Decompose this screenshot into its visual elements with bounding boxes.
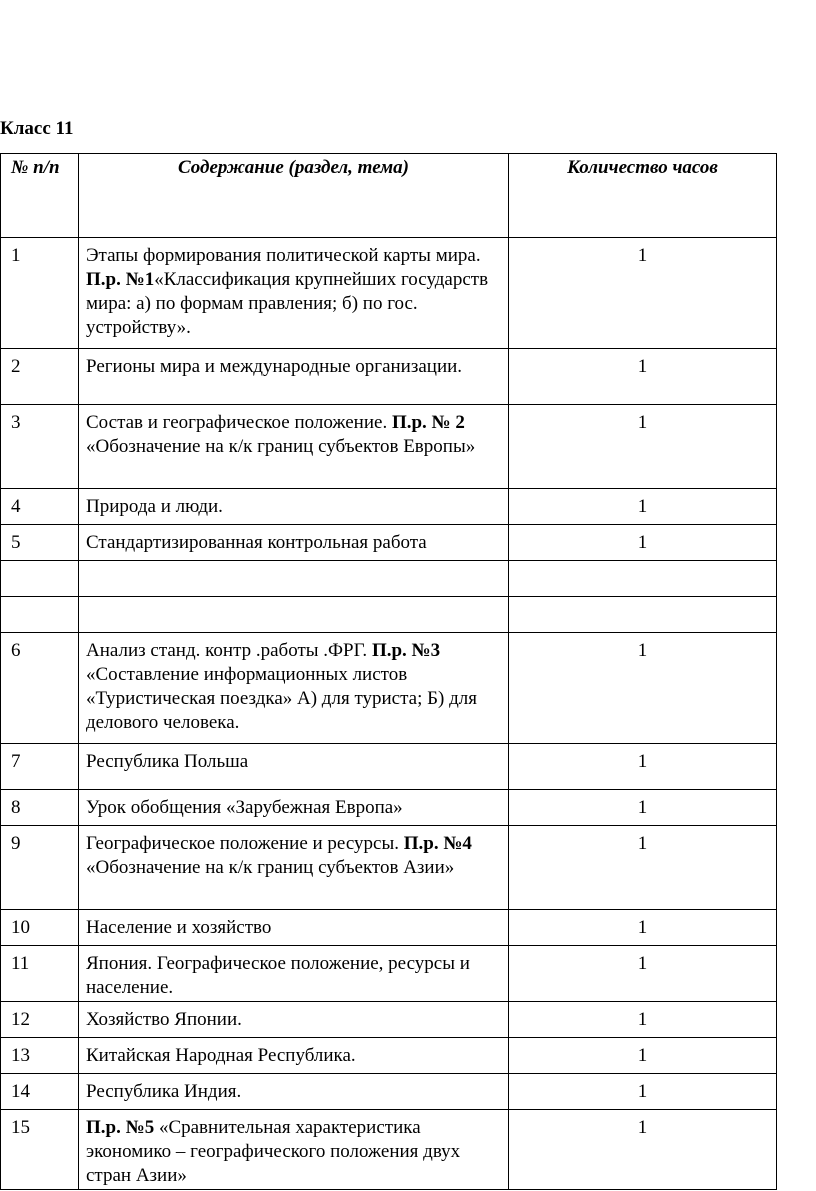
row-hours: [509, 561, 777, 597]
header-content: Содержание (раздел, тема): [79, 154, 509, 238]
row-content-text: Япония. Географическое положение, ресурсы и население.: [86, 953, 470, 998]
row-content-text: «Классификация крупнейших государств мира: а) по формам правления; б) по гос. устройству».: [86, 269, 489, 338]
row-hours: 1: [509, 1074, 777, 1110]
row-content: [79, 561, 509, 597]
table-row: [1, 1038, 777, 1074]
row-number: 5: [1, 525, 79, 561]
table-row: [1, 826, 777, 910]
page-title: Класс 11: [0, 118, 74, 139]
table-row: [1, 910, 777, 946]
row-number: 15: [1, 1110, 79, 1190]
row-content-text: Состав и географическое положение.: [86, 412, 392, 433]
row-content-text: Республика Индия.: [86, 1081, 242, 1102]
row-content: [79, 826, 509, 910]
practical-work-label: П.р. №3: [371, 640, 441, 661]
row-hours: 1: [509, 349, 777, 405]
table-header-row: [1, 154, 777, 238]
table-row: [1, 790, 777, 826]
row-content-text: «Обозначение на к/к границ субъектов Европы»: [86, 436, 476, 457]
practical-work-label: П.р. №1: [86, 269, 155, 290]
row-content-text: Республика Польша: [86, 751, 249, 772]
row-hours: 1: [509, 1002, 777, 1038]
header-number: № п/п: [1, 154, 79, 238]
table-row: [1, 405, 777, 489]
row-content: [79, 1002, 509, 1038]
table-row: [1, 1002, 777, 1038]
row-content: [79, 790, 509, 826]
row-number: 1: [1, 238, 79, 349]
table-row: [1, 633, 777, 744]
row-number: 12: [1, 1002, 79, 1038]
row-content-text: Природа и люди.: [86, 496, 223, 517]
row-hours: 1: [509, 826, 777, 910]
table-row: [1, 946, 777, 1002]
row-content-text: Регионы мира и международные организации.: [86, 356, 463, 377]
row-hours: [509, 597, 777, 633]
row-number: 11: [1, 946, 79, 1002]
row-number: [1, 597, 79, 633]
lesson-plan-table: [0, 153, 777, 1190]
table-row: [1, 489, 777, 525]
row-content-text: Стандартизированная контрольная работа: [86, 532, 427, 553]
row-content: [79, 946, 509, 1002]
row-content-text: Китайская Народная Республика.: [86, 1045, 356, 1066]
row-hours: 1: [509, 910, 777, 946]
row-content-text: Этапы формирования политической карты мира.: [86, 245, 481, 266]
table-row: [1, 561, 777, 597]
table-row: [1, 525, 777, 561]
row-content-text: «Сравнительная характеристика экономико – географического положения двух стран Азии»: [86, 1117, 461, 1186]
table-row: [1, 1074, 777, 1110]
row-content: [79, 405, 509, 489]
row-content: [79, 910, 509, 946]
row-hours: 1: [509, 1038, 777, 1074]
row-content-text: Географическое положение и ресурсы.: [86, 833, 404, 854]
row-hours: 1: [509, 946, 777, 1002]
row-number: 10: [1, 910, 79, 946]
row-number: 2: [1, 349, 79, 405]
row-content: [79, 1110, 509, 1190]
row-content: [79, 633, 509, 744]
row-hours: 1: [509, 1110, 777, 1190]
practical-work-label: П.р. №5: [86, 1117, 155, 1138]
table-row: [1, 597, 777, 633]
row-content: [79, 525, 509, 561]
row-number: [1, 561, 79, 597]
table-row: [1, 1110, 777, 1190]
row-number: 6: [1, 633, 79, 744]
row-hours: 1: [509, 633, 777, 744]
row-content: [79, 349, 509, 405]
row-content-text: «Составление информационных листов «Туристическая поездка» А) для туриста; Б) для делового человека.: [86, 664, 477, 733]
row-content: [79, 597, 509, 633]
row-content: [79, 489, 509, 525]
row-content-text: Анализ станд. контр .работы .ФРГ.: [86, 640, 372, 661]
row-number: 4: [1, 489, 79, 525]
practical-work-label: П.р. №4: [403, 833, 472, 854]
row-number: 13: [1, 1038, 79, 1074]
practical-work-label: П.р. № 2: [391, 412, 465, 433]
table-row: [1, 238, 777, 349]
row-content: [79, 1074, 509, 1110]
table-row: [1, 349, 777, 405]
row-hours: 1: [509, 405, 777, 489]
row-content: [79, 1038, 509, 1074]
row-content: [79, 744, 509, 790]
row-content-text: Хозяйство Японии.: [86, 1009, 242, 1030]
row-hours: 1: [509, 790, 777, 826]
row-hours: 1: [509, 489, 777, 525]
row-content-text: «Обозначение на к/к границ субъектов Азии»: [86, 857, 455, 878]
row-content-text: Урок обобщения «Зарубежная Европа»: [86, 797, 403, 818]
header-hours: Количество часов: [509, 154, 777, 238]
row-hours: 1: [509, 744, 777, 790]
row-number: 14: [1, 1074, 79, 1110]
row-content-text: Население и хозяйство: [86, 917, 272, 938]
row-content: [79, 238, 509, 349]
row-number: 8: [1, 790, 79, 826]
table-row: [1, 744, 777, 790]
row-number: 7: [1, 744, 79, 790]
row-number: 3: [1, 405, 79, 489]
row-number: 9: [1, 826, 79, 910]
row-hours: 1: [509, 238, 777, 349]
row-hours: 1: [509, 525, 777, 561]
